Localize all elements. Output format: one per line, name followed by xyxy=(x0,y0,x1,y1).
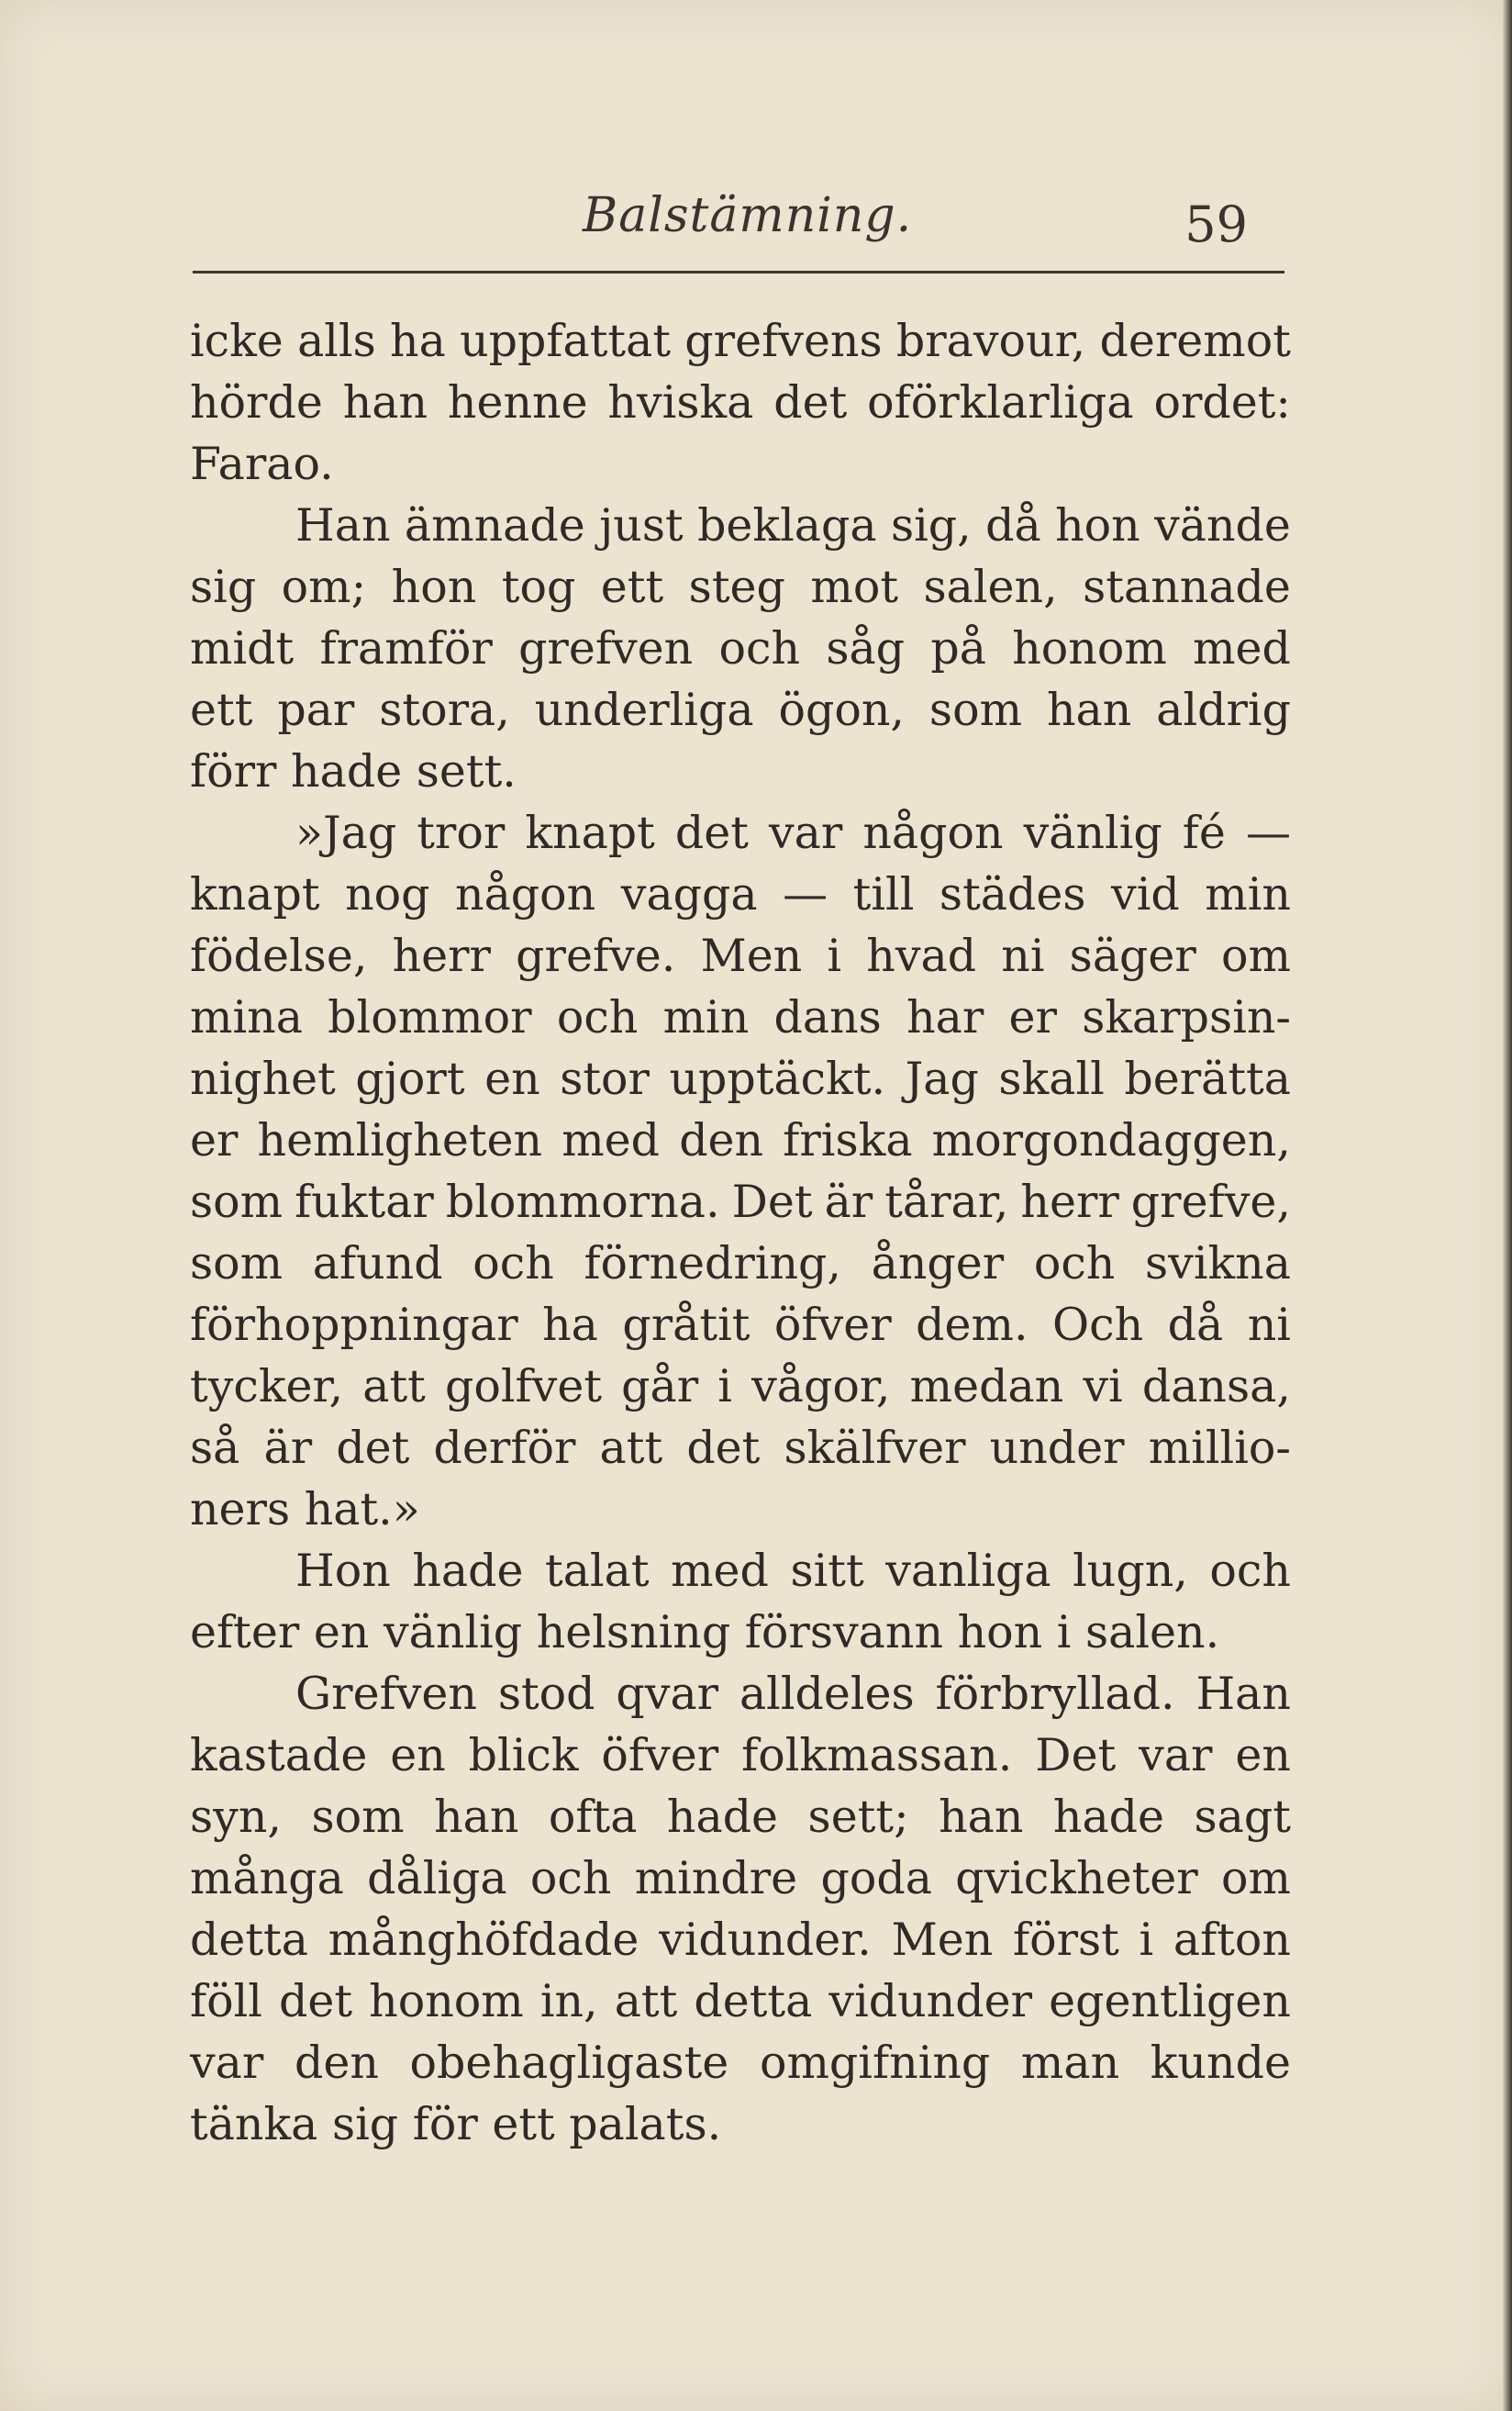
word: säger xyxy=(1069,930,1196,982)
word: Grefven xyxy=(295,1668,477,1720)
word: som xyxy=(311,1791,405,1843)
word: bravour, xyxy=(895,315,1086,367)
text-line xyxy=(190,1233,1291,1294)
word: stod xyxy=(497,1668,595,1720)
word: är xyxy=(824,1176,873,1228)
word: hvad xyxy=(866,930,977,982)
word: i xyxy=(1139,1914,1154,1966)
word: under xyxy=(989,1422,1125,1474)
word: till xyxy=(852,868,915,921)
word: hon xyxy=(391,561,477,613)
text-line xyxy=(190,864,1291,925)
word: par xyxy=(277,684,355,736)
word: hemligheten xyxy=(257,1114,543,1166)
word: Han xyxy=(295,499,391,552)
word: obehagligaste xyxy=(409,2037,729,2089)
word: oförklarliga xyxy=(867,376,1134,429)
word: afund xyxy=(312,1237,443,1289)
text-line xyxy=(190,556,1291,618)
word: grefvens xyxy=(684,315,883,367)
word: morgondaggen, xyxy=(931,1114,1291,1166)
text-line: tänka sig för ett palats. xyxy=(190,2098,722,2150)
word: folkmassan. xyxy=(741,1729,1013,1781)
word: framför xyxy=(319,622,493,675)
word: hörde xyxy=(190,376,323,429)
text-line: förr hade sett. xyxy=(190,745,517,798)
word: det xyxy=(674,807,749,859)
page-header xyxy=(193,188,1284,271)
text-line xyxy=(190,1725,1291,1786)
word: »Jag xyxy=(295,807,397,859)
word: Jag xyxy=(905,1053,979,1105)
word: min xyxy=(1205,868,1291,921)
word: dåliga xyxy=(367,1852,507,1904)
word: derför xyxy=(433,1422,576,1474)
word: och xyxy=(1209,1545,1291,1597)
word: ha xyxy=(390,315,446,367)
text-line xyxy=(190,1417,1291,1479)
word: dans xyxy=(773,991,882,1044)
word: just xyxy=(599,499,684,552)
word: hade xyxy=(1052,1791,1165,1843)
word: fé xyxy=(1182,807,1226,859)
word: Det xyxy=(731,1176,813,1228)
word: golfvet xyxy=(444,1360,603,1412)
word: henne xyxy=(447,376,588,429)
word: steg xyxy=(688,561,785,613)
word: detta xyxy=(190,1914,308,1966)
word: in, xyxy=(539,1975,598,2027)
word: och xyxy=(556,991,639,1044)
header-rule xyxy=(193,271,1284,273)
word: vagga xyxy=(620,868,758,921)
word: tårar, xyxy=(884,1176,1009,1228)
word: blick xyxy=(468,1729,579,1781)
word: den xyxy=(294,2037,379,2089)
word: med xyxy=(561,1114,661,1166)
text-line xyxy=(190,1970,1291,2032)
word: skall xyxy=(998,1053,1105,1105)
word: vågor, xyxy=(751,1360,891,1412)
word: berätta xyxy=(1124,1053,1291,1105)
word: medan xyxy=(909,1360,1064,1412)
word: aldrig xyxy=(1156,684,1291,736)
word: hon xyxy=(1055,499,1140,552)
word: dem. xyxy=(916,1299,1028,1351)
word: beklaga xyxy=(697,499,877,552)
word: så xyxy=(190,1422,240,1474)
running-title: Balstämning. xyxy=(583,188,913,243)
word: grefven xyxy=(518,622,694,675)
word: en xyxy=(390,1729,446,1781)
word: öfver xyxy=(601,1729,719,1781)
word: förnedring, xyxy=(584,1237,841,1289)
word: upptäckt. xyxy=(669,1053,886,1105)
word: ett xyxy=(190,684,253,736)
word: på xyxy=(930,622,986,675)
word: går xyxy=(621,1360,699,1412)
word: honom xyxy=(369,1975,524,2027)
word: vidunder xyxy=(828,1975,1033,2027)
paragraph xyxy=(190,495,1291,802)
word: herr xyxy=(1020,1176,1119,1228)
word: tycker, xyxy=(190,1360,344,1412)
word: i xyxy=(827,930,842,982)
word: har xyxy=(906,991,984,1044)
word: någon xyxy=(862,807,1004,859)
text-line xyxy=(190,679,1291,741)
word: nighet xyxy=(190,1053,336,1105)
word: er xyxy=(1008,991,1057,1044)
word: Men xyxy=(891,1914,994,1966)
word: många xyxy=(190,1852,344,1904)
word: salen, xyxy=(923,561,1058,613)
word: ordet: xyxy=(1153,376,1291,429)
word: att xyxy=(614,1975,678,2027)
word: qvar xyxy=(616,1668,719,1720)
word: uppfattat xyxy=(460,315,672,367)
word: någon xyxy=(455,868,596,921)
text-line xyxy=(190,925,1291,987)
paragraph xyxy=(190,802,1291,1540)
word: omgifning xyxy=(759,2037,991,2089)
word: den xyxy=(679,1114,764,1166)
word: ögon, xyxy=(778,684,905,736)
word: vanliga xyxy=(885,1545,1051,1597)
word: i xyxy=(717,1360,732,1412)
word: sig xyxy=(190,561,257,613)
text-line xyxy=(190,310,1291,372)
word: egentligen xyxy=(1049,1975,1291,2027)
paragraph xyxy=(190,1663,1291,2155)
word: såg xyxy=(826,622,906,675)
text-line xyxy=(190,1909,1291,1970)
text-line xyxy=(190,1356,1291,1417)
word: lugn, xyxy=(1073,1545,1188,1597)
word: om xyxy=(1221,1852,1291,1904)
word: underliga xyxy=(534,684,754,736)
word: det xyxy=(686,1422,761,1474)
word: ha xyxy=(542,1299,598,1351)
word: detta xyxy=(694,1975,813,2027)
word: millio- xyxy=(1148,1422,1291,1474)
text-line xyxy=(190,1171,1291,1233)
word: icke xyxy=(190,315,284,367)
word: hade xyxy=(412,1545,524,1597)
word: som xyxy=(190,1176,284,1228)
word: knapt xyxy=(525,807,655,859)
word: ett xyxy=(600,561,664,613)
word: han xyxy=(342,376,428,429)
word: öfver xyxy=(773,1299,892,1351)
word: hade xyxy=(666,1791,779,1843)
word: först xyxy=(1012,1914,1119,1966)
word: är xyxy=(263,1422,313,1474)
word: dansa, xyxy=(1141,1360,1291,1412)
word: sagt xyxy=(1194,1791,1291,1843)
word: han xyxy=(1046,684,1132,736)
word: föll xyxy=(190,1975,262,2027)
word: grefve, xyxy=(1130,1176,1291,1228)
paragraph xyxy=(190,310,1291,495)
text-line xyxy=(190,1110,1291,1171)
word: sett; xyxy=(807,1791,909,1843)
word: vände xyxy=(1154,499,1291,552)
word: blommorna. xyxy=(445,1176,720,1228)
word: födelse, xyxy=(190,930,368,982)
word: ni xyxy=(1247,1299,1291,1351)
word: vi xyxy=(1083,1360,1123,1412)
word: — xyxy=(783,868,828,921)
word: fuktar xyxy=(295,1176,434,1228)
word: han xyxy=(434,1791,519,1843)
word: stannade xyxy=(1083,561,1291,613)
text-line xyxy=(190,1540,1291,1602)
word: det xyxy=(336,1422,410,1474)
word: Han xyxy=(1195,1668,1291,1720)
paragraph xyxy=(190,1540,1291,1663)
word: Det xyxy=(1035,1729,1117,1781)
word: ämnade xyxy=(404,499,585,552)
word: en xyxy=(1235,1729,1291,1781)
word: med xyxy=(1193,622,1291,675)
word: det xyxy=(279,1975,353,2027)
word: midt xyxy=(190,622,295,675)
word: afton xyxy=(1173,1914,1291,1966)
text-line xyxy=(190,372,1291,433)
word: goda xyxy=(820,1852,932,1904)
word: friska xyxy=(783,1114,913,1166)
word: talat xyxy=(545,1545,650,1597)
word: var xyxy=(1139,1729,1213,1781)
word: och xyxy=(718,622,801,675)
text-line xyxy=(190,987,1291,1048)
word: ni xyxy=(1001,930,1045,982)
word: som xyxy=(928,684,1023,736)
word: tror xyxy=(417,807,506,859)
word: stor xyxy=(560,1053,650,1105)
word: städes xyxy=(939,868,1086,921)
page-number: 59 xyxy=(1184,195,1248,253)
word: mindre xyxy=(634,1852,798,1904)
word: gråtit xyxy=(622,1299,750,1351)
word: Hon xyxy=(295,1545,391,1597)
word: nog xyxy=(345,868,430,921)
text-line xyxy=(190,1786,1291,1847)
word: deremot xyxy=(1099,315,1291,367)
text-line xyxy=(190,618,1291,679)
word: då xyxy=(985,499,1041,552)
word: då xyxy=(1167,1299,1224,1351)
word: min xyxy=(662,991,750,1044)
word: om xyxy=(1221,930,1291,982)
text-line xyxy=(190,1847,1291,1909)
word: ånger xyxy=(871,1237,1005,1289)
word: gjort xyxy=(355,1053,465,1105)
body-text xyxy=(190,310,1291,2155)
word: honom xyxy=(1012,622,1167,675)
word: kastade xyxy=(190,1729,368,1781)
text-line: Farao. xyxy=(190,438,334,490)
word: och xyxy=(1033,1237,1116,1289)
word: förhoppningar xyxy=(190,1299,518,1351)
page-edge-shadow xyxy=(1503,0,1512,2411)
word: och xyxy=(472,1237,554,1289)
word: Och xyxy=(1052,1299,1144,1351)
word: var xyxy=(190,2037,264,2089)
word: han xyxy=(939,1791,1024,1843)
word: Men xyxy=(700,930,803,982)
word: hviska xyxy=(607,376,754,429)
word: att xyxy=(362,1360,426,1412)
text-line: efter en vänlig helsning försvann hon i salen. xyxy=(190,1606,1220,1658)
word: blommor xyxy=(328,991,532,1044)
word: mina xyxy=(190,991,303,1044)
word: — xyxy=(1245,807,1291,859)
word: som xyxy=(190,1237,284,1289)
word: alldeles xyxy=(739,1668,915,1720)
word: skarpsin- xyxy=(1082,991,1291,1044)
word: en xyxy=(484,1053,540,1105)
text-line: ners hat.» xyxy=(190,1483,420,1535)
word: tog xyxy=(501,561,576,613)
word: stora, xyxy=(379,684,510,736)
word: om; xyxy=(281,561,367,613)
word: sitt xyxy=(790,1545,864,1597)
text-line xyxy=(190,1663,1291,1725)
word: med xyxy=(671,1545,769,1597)
word: vid xyxy=(1111,868,1180,921)
word: er xyxy=(190,1114,239,1166)
word: det xyxy=(773,376,848,429)
word: mot xyxy=(810,561,899,613)
word: alls xyxy=(297,315,376,367)
word: ofta xyxy=(548,1791,638,1843)
text-line xyxy=(190,495,1291,556)
word: knapt xyxy=(190,868,320,921)
word: förbryllad. xyxy=(935,1668,1175,1720)
word: att xyxy=(599,1422,663,1474)
word: sig, xyxy=(890,499,972,552)
text-line xyxy=(190,1048,1291,1110)
text-line xyxy=(190,1294,1291,1356)
word: kunde xyxy=(1150,2037,1291,2089)
word: vidunder. xyxy=(659,1914,872,1966)
text-line xyxy=(190,802,1291,864)
word: grefve. xyxy=(516,930,676,982)
word: skälfver xyxy=(784,1422,966,1474)
word: qvickheter xyxy=(955,1852,1198,1904)
word: månghöfdade xyxy=(328,1914,639,1966)
word: herr xyxy=(392,930,491,982)
word: svikna xyxy=(1144,1237,1291,1289)
word: vänlig xyxy=(1023,807,1162,859)
word: syn, xyxy=(190,1791,282,1843)
word: var xyxy=(768,807,843,859)
text-line xyxy=(190,2032,1291,2093)
word: och xyxy=(529,1852,612,1904)
word: man xyxy=(1020,2037,1120,2089)
